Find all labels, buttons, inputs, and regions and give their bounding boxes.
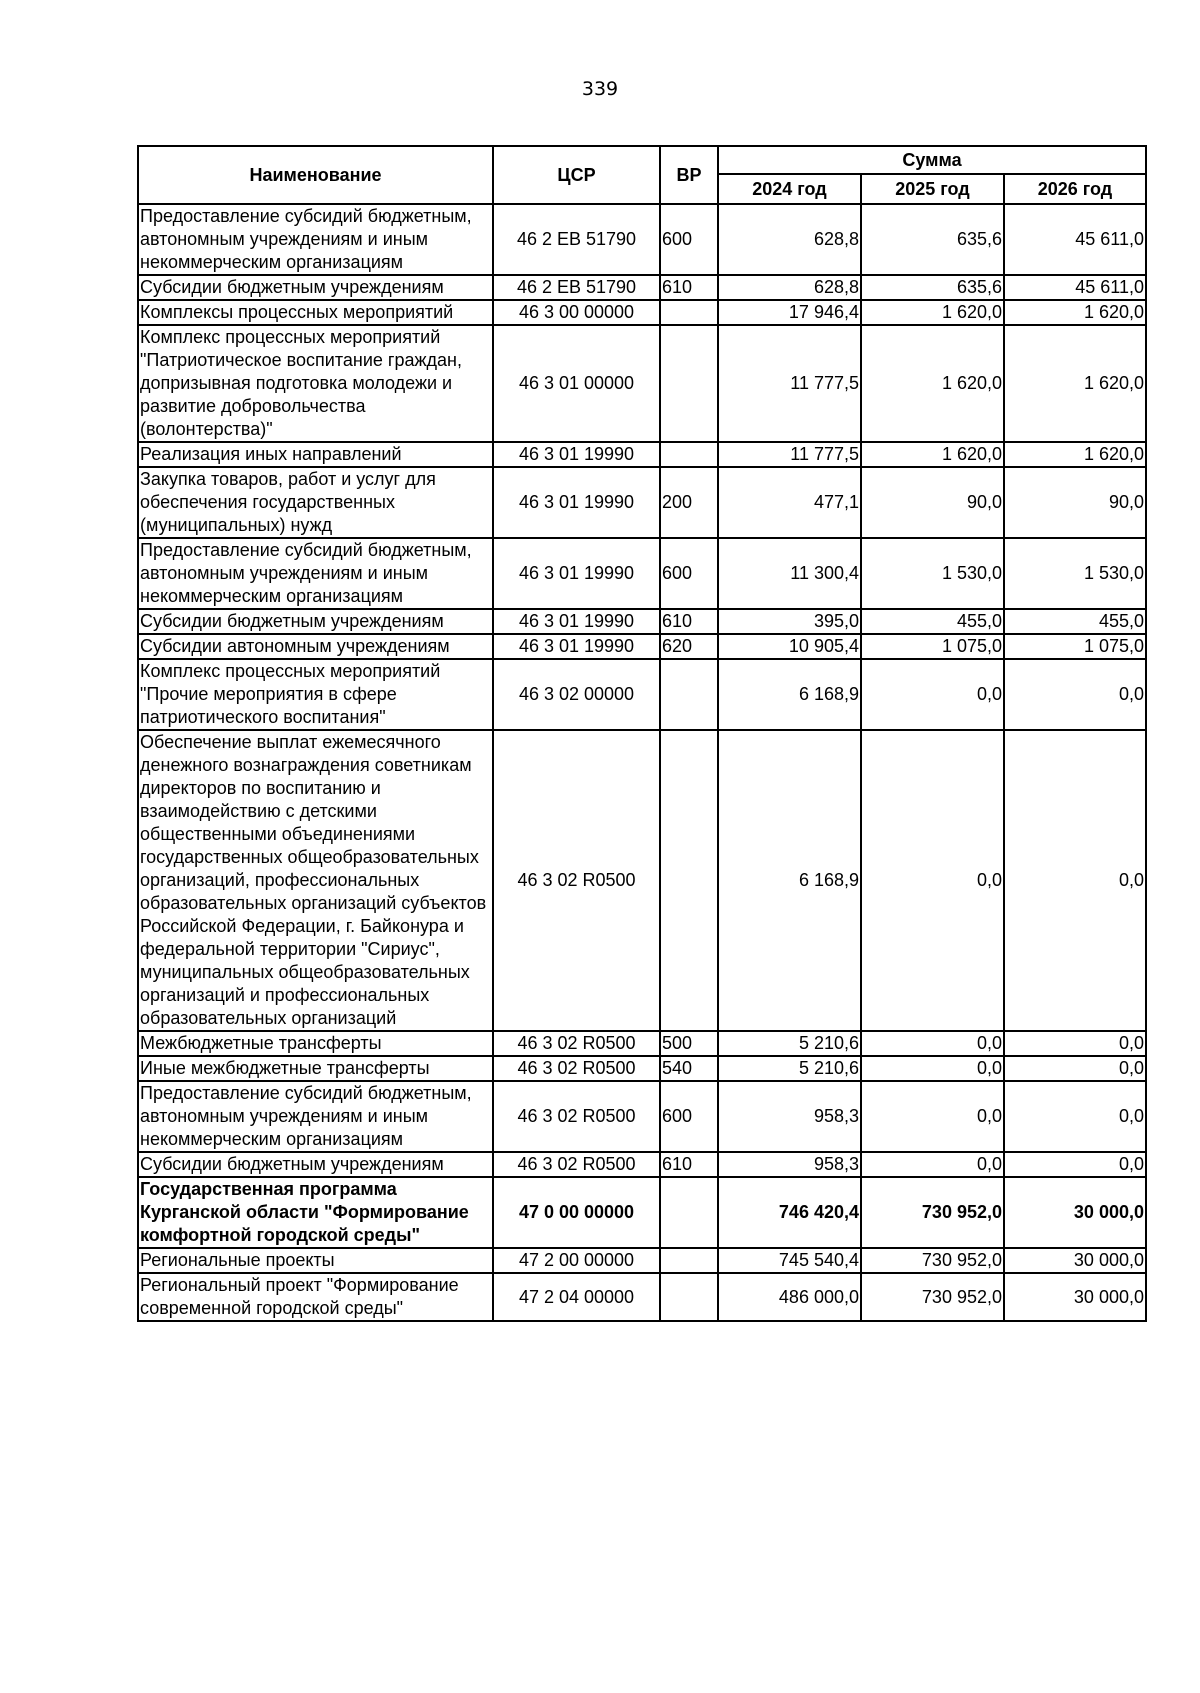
- cell-vr: 600: [660, 204, 718, 275]
- cell-vr: [660, 300, 718, 325]
- header-name: Наименование: [138, 146, 493, 204]
- cell-2024: 745 540,4: [718, 1248, 861, 1273]
- cell-csr: 46 3 01 19990: [493, 609, 660, 634]
- cell-2024: 628,8: [718, 275, 861, 300]
- header-vr: ВР: [660, 146, 718, 204]
- table-row: [138, 275, 1146, 300]
- table-row: [138, 609, 1146, 634]
- cell-name: Комплекс процессных мероприятий "Прочие мероприятия в сфере патриотического воспитания": [138, 659, 493, 730]
- cell-csr: 46 3 02 R0500: [493, 1056, 660, 1081]
- cell-2024: 10 905,4: [718, 634, 861, 659]
- cell-2024: 17 946,4: [718, 300, 861, 325]
- cell-2025: 0,0: [861, 1081, 1004, 1152]
- cell-vr: 610: [660, 275, 718, 300]
- cell-2026: 30 000,0: [1004, 1273, 1146, 1321]
- cell-csr: 46 3 02 R0500: [493, 1031, 660, 1056]
- table-row: [138, 1056, 1146, 1081]
- cell-name: Субсидии бюджетным учреждениям: [138, 275, 493, 300]
- cell-2026: 1 530,0: [1004, 538, 1146, 609]
- cell-2026: 0,0: [1004, 1056, 1146, 1081]
- cell-name: Предоставление субсидий бюджетным, автономным учреждениям и иным некоммерческим организациям: [138, 1081, 493, 1152]
- cell-2026: 90,0: [1004, 467, 1146, 538]
- cell-name: Региональные проекты: [138, 1248, 493, 1273]
- cell-2025: 1 075,0: [861, 634, 1004, 659]
- cell-2025: 0,0: [861, 1031, 1004, 1056]
- cell-csr: 46 3 01 19990: [493, 467, 660, 538]
- cell-2026: 0,0: [1004, 1152, 1146, 1177]
- cell-name: Комплекс процессных мероприятий "Патриотическое воспитание граждан, допризывная подготовка молодежи и развитие добровольчества (волонтерства)": [138, 325, 493, 442]
- cell-name: Обеспечение выплат ежемесячного денежного вознаграждения советникам директоров по воспитанию и взаимодействию с детскими общественными объединениями государственных общеобразовательных организаций, профессиональных образовательных организаций субъектов Российской Федерации, г. Байконура и федеральной территории "Сириус", муниципальных общеобразовательных организаций и профессиональных образовательных организаций: [138, 730, 493, 1031]
- cell-csr: 46 3 01 19990: [493, 538, 660, 609]
- cell-2025: 635,6: [861, 204, 1004, 275]
- cell-2025: 1 530,0: [861, 538, 1004, 609]
- cell-2026: 0,0: [1004, 1081, 1146, 1152]
- header-year-2026: 2026 год: [1004, 174, 1146, 204]
- header-year-2024: 2024 год: [718, 174, 861, 204]
- table-row: [138, 467, 1146, 538]
- cell-vr: 500: [660, 1031, 718, 1056]
- cell-2026: 1 075,0: [1004, 634, 1146, 659]
- cell-csr: 47 2 04 00000: [493, 1273, 660, 1321]
- cell-name: Реализация иных направлений: [138, 442, 493, 467]
- cell-vr: [660, 730, 718, 1031]
- cell-csr: 46 3 01 19990: [493, 442, 660, 467]
- cell-2025: 730 952,0: [861, 1248, 1004, 1273]
- cell-2025: 90,0: [861, 467, 1004, 538]
- cell-csr: 46 3 01 19990: [493, 634, 660, 659]
- cell-vr: [660, 659, 718, 730]
- cell-2026: 0,0: [1004, 730, 1146, 1031]
- table-row: [138, 659, 1146, 730]
- cell-name: Иные межбюджетные трансферты: [138, 1056, 493, 1081]
- cell-name: Комплексы процессных мероприятий: [138, 300, 493, 325]
- cell-csr: 46 3 00 00000: [493, 300, 660, 325]
- table-row: [138, 1248, 1146, 1273]
- cell-vr: 610: [660, 609, 718, 634]
- table-row: [138, 1081, 1146, 1152]
- header-sum: Сумма: [718, 146, 1146, 174]
- cell-vr: [660, 1248, 718, 1273]
- table-row: [138, 1031, 1146, 1056]
- table-row: [138, 204, 1146, 275]
- cell-2024: 11 300,4: [718, 538, 861, 609]
- cell-2024: 6 168,9: [718, 659, 861, 730]
- cell-2026: 30 000,0: [1004, 1177, 1146, 1248]
- cell-csr: 46 3 02 00000: [493, 659, 660, 730]
- cell-2026: 1 620,0: [1004, 325, 1146, 442]
- cell-2026: 30 000,0: [1004, 1248, 1146, 1273]
- cell-2025: 1 620,0: [861, 442, 1004, 467]
- cell-2026: 0,0: [1004, 659, 1146, 730]
- cell-2024: 477,1: [718, 467, 861, 538]
- table-row: [138, 1152, 1146, 1177]
- table-body: [138, 204, 1146, 1321]
- cell-name: Закупка товаров, работ и услуг для обеспечения государственных (муниципальных) нужд: [138, 467, 493, 538]
- cell-2026: 455,0: [1004, 609, 1146, 634]
- cell-2026: 1 620,0: [1004, 442, 1146, 467]
- cell-2025: 0,0: [861, 730, 1004, 1031]
- table-row: [138, 1273, 1146, 1321]
- cell-2024: 628,8: [718, 204, 861, 275]
- cell-2024: 11 777,5: [718, 442, 861, 467]
- cell-2024: 11 777,5: [718, 325, 861, 442]
- cell-csr: 46 3 02 R0500: [493, 1152, 660, 1177]
- cell-2025: 635,6: [861, 275, 1004, 300]
- header-row-1: [138, 146, 1146, 174]
- table-row: [138, 1177, 1146, 1248]
- cell-vr: [660, 442, 718, 467]
- cell-2024: 958,3: [718, 1152, 861, 1177]
- cell-2024: 5 210,6: [718, 1031, 861, 1056]
- cell-2026: 1 620,0: [1004, 300, 1146, 325]
- cell-vr: [660, 1177, 718, 1248]
- cell-2025: 0,0: [861, 659, 1004, 730]
- cell-vr: 600: [660, 1081, 718, 1152]
- cell-csr: 46 3 01 00000: [493, 325, 660, 442]
- cell-name: Предоставление субсидий бюджетным, автономным учреждениям и иным некоммерческим организациям: [138, 538, 493, 609]
- cell-2024: 6 168,9: [718, 730, 861, 1031]
- cell-vr: [660, 325, 718, 442]
- cell-2026: 0,0: [1004, 1031, 1146, 1056]
- cell-csr: 46 3 02 R0500: [493, 1081, 660, 1152]
- cell-name: Государственная программа Курганской области "Формирование комфортной городской среды": [138, 1177, 493, 1248]
- table-row: [138, 442, 1146, 467]
- cell-vr: 610: [660, 1152, 718, 1177]
- cell-csr: 47 2 00 00000: [493, 1248, 660, 1273]
- table-row: [138, 730, 1146, 1031]
- table-row: [138, 538, 1146, 609]
- cell-vr: 620: [660, 634, 718, 659]
- cell-name: Субсидии автономным учреждениям: [138, 634, 493, 659]
- table-row: [138, 634, 1146, 659]
- cell-2024: 5 210,6: [718, 1056, 861, 1081]
- table-row: [138, 300, 1146, 325]
- cell-2026: 45 611,0: [1004, 275, 1146, 300]
- cell-2025: 730 952,0: [861, 1177, 1004, 1248]
- cell-name: Субсидии бюджетным учреждениям: [138, 609, 493, 634]
- cell-name: Субсидии бюджетным учреждениям: [138, 1152, 493, 1177]
- cell-vr: 540: [660, 1056, 718, 1081]
- budget-table: [137, 145, 1147, 1322]
- cell-csr: 46 3 02 R0500: [493, 730, 660, 1031]
- cell-2025: 0,0: [861, 1152, 1004, 1177]
- table-row: [138, 325, 1146, 442]
- cell-name: Межбюджетные трансферты: [138, 1031, 493, 1056]
- cell-vr: 600: [660, 538, 718, 609]
- cell-vr: 200: [660, 467, 718, 538]
- cell-2025: 1 620,0: [861, 300, 1004, 325]
- cell-2025: 1 620,0: [861, 325, 1004, 442]
- header-csr: ЦСР: [493, 146, 660, 204]
- cell-name: Региональный проект "Формирование современной городской среды": [138, 1273, 493, 1321]
- header-year-2025: 2025 год: [861, 174, 1004, 204]
- cell-name: Предоставление субсидий бюджетным, автономным учреждениям и иным некоммерческим организациям: [138, 204, 493, 275]
- cell-2025: 0,0: [861, 1056, 1004, 1081]
- cell-csr: 47 0 00 00000: [493, 1177, 660, 1248]
- cell-2026: 45 611,0: [1004, 204, 1146, 275]
- cell-2024: 486 000,0: [718, 1273, 861, 1321]
- page-number: 339: [581, 78, 619, 100]
- cell-2024: 746 420,4: [718, 1177, 861, 1248]
- cell-2025: 730 952,0: [861, 1273, 1004, 1321]
- cell-2025: 455,0: [861, 609, 1004, 634]
- cell-2024: 958,3: [718, 1081, 861, 1152]
- cell-csr: 46 2 ЕВ 51790: [493, 204, 660, 275]
- cell-2024: 395,0: [718, 609, 861, 634]
- cell-csr: 46 2 ЕВ 51790: [493, 275, 660, 300]
- cell-vr: [660, 1273, 718, 1321]
